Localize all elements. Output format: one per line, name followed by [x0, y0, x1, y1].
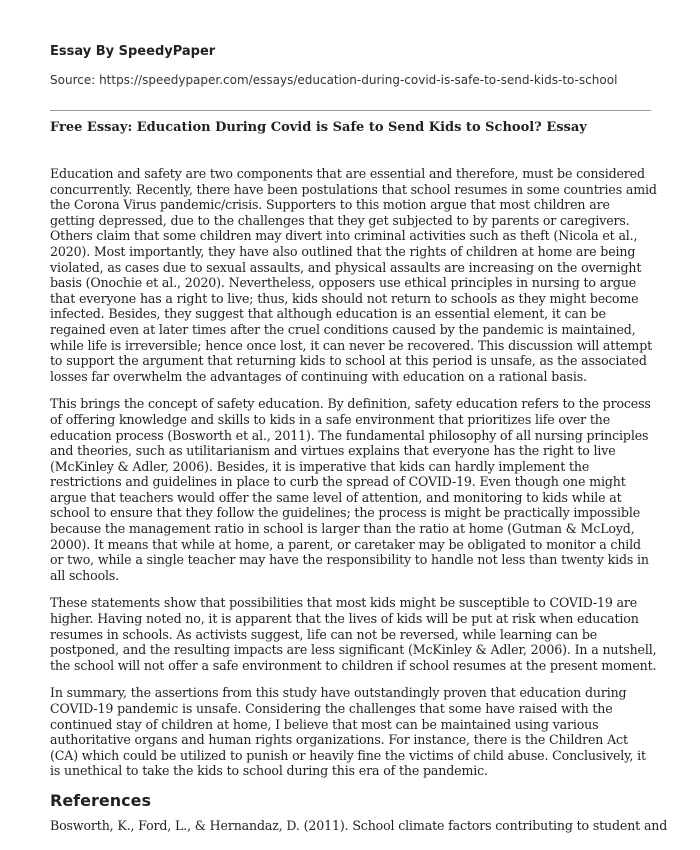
source-link[interactable]: Source: https://speedypaper.com/essays/education-during-covid-is-safe-to-send-kids-to-school	[50, 73, 618, 87]
essay-paragraph: In summary, the assertions from this study have outstandingly proven that education during COVID-19 pandemic is unsafe. Considering the challenges that some have raised with the continued stay of children at home, I believe that most can be maintained using various authoritative organs and human rights organizations. For instance, there is the Children Act (CA) which could be utilized to punish or heavily fine the victims of child abuse. Conclusively, it is unethical to take the kids to school during this era of the pandemic.	[50, 685, 646, 779]
reference-item: Bosworth, K., Ford, L., & Hernandaz, D. (2011). School climate factors contributing to student and	[50, 817, 668, 833]
essay-paragraph: Education and safety are two components that are essential and therefore, must be considered concurrently. Recently, there have been postulations that school resumes in some countries amid the Corona Virus pandemic/crisis. Supporters to this motion argue that most children are getting depressed, due to the challenges that they get subjected to by parents or caregivers. Others claim that some children may divert into criminal activities such as theft (Nicola et al., 2020). Most importantly, they have also outlined that the rights of children at home are being violated, as cases due to sexual assaults, and physical assaults are increasing on the overnight basis (Onochie et al., 2020). Nevertheless, opposers use ethical principles in nursing to argue that everyone has a right to live; thus, kids should not return to schools as they might become infected. Besides, they suggest that although education is an essential element, it can be regained even at later times after the cruel conditions caused by the pandemic is maintained, while life is irreversible; hence once lost, it can never be recovered. This discussion will attempt to support the argument that returning kids to school at this period is unsafe, as the associated losses far overwhelm the advantages of continuing with education on a rational basis.	[50, 166, 657, 384]
site-title: Essay By SpeedyPaper	[50, 44, 216, 59]
essay-paragraph: This brings the concept of safety education. By definition, safety education refers to the process of offering knowledge and skills to kids in a safe environment that prioritizes life over the education process (Bosworth et al., 2011). The fundamental philosophy of all nursing principles and theories, such as utilitarianism and virtues explains that everyone has the right to live (McKinley & Adler, 2006). Besides, it is imperative that kids can hardly implement the restrictions and guidelines in place to curb the spread of COVID-19. Even though one might argue that teachers would offer the same level of attention, and monitoring to kids while at school to ensure that they follow the guidelines; the process is might be practically impossible because the management ratio in school is larger than the ratio at home (Gutman & McLoyd, 2000). It means that while at home, a parent, or caretaker may be obligated to monitor a child or two, while a single teacher may have the responsibility to handle not less than twenty kids in all schools.	[50, 396, 651, 583]
header-divider	[50, 110, 651, 111]
essay-body	[50, 166, 668, 834]
essay-title: Free Essay: Education During Covid is Safe to Send Kids to School? Essay	[50, 120, 587, 135]
essay-paragraph: These statements show that possibilities that most kids might be susceptible to COVID-19 are higher. Having noted no, it is apparent that the lives of kids will be put at risk when education resumes in schools. As activists suggest, life can not be reversed, while learning can be postponed, and the resulting impacts are less significant (McKinley & Adler, 2006). In a nutshell, the school will not offer a safe environment to children if school resumes at the present moment.	[50, 595, 657, 673]
references-heading: References	[50, 790, 151, 810]
